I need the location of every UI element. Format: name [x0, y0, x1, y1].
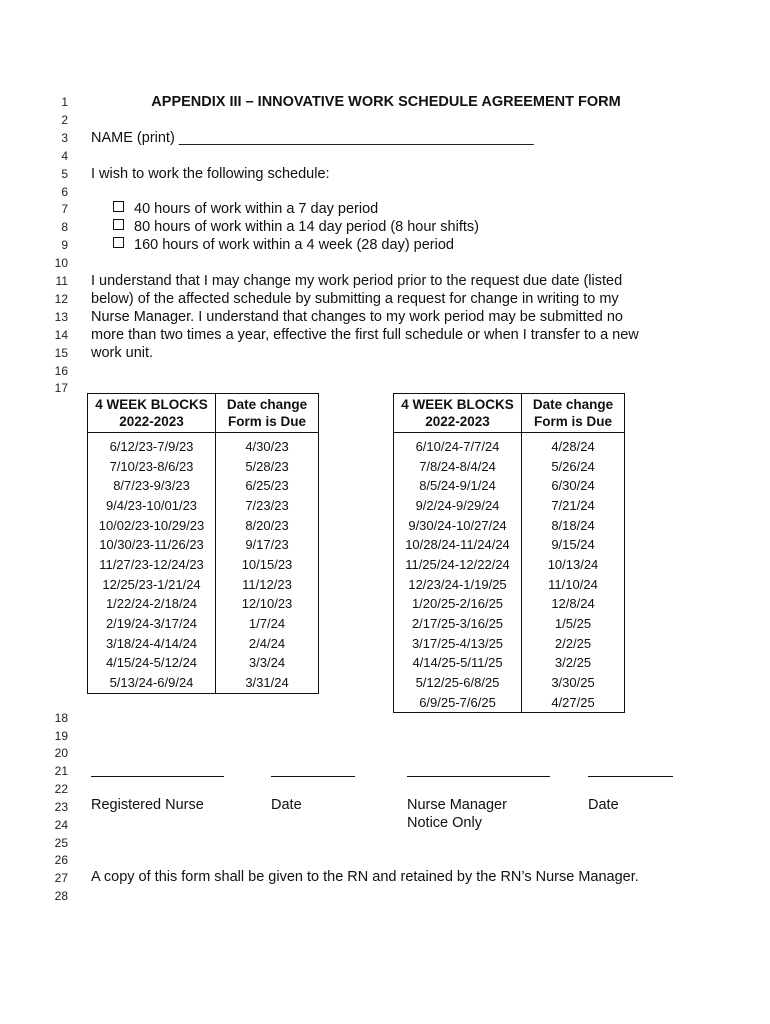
due-date-cell: 10/15/23 — [216, 555, 319, 575]
line-number: 9 — [61, 238, 68, 252]
block-range-cell: 9/2/24-9/29/24 — [394, 496, 522, 516]
table-row — [394, 693, 625, 713]
paragraph-line: Nurse Manager. I understand that changes to my work period may be submitted no — [91, 309, 623, 325]
line-number: 6 — [61, 185, 68, 199]
table-row — [394, 457, 625, 477]
schedule-intro: I wish to work the following schedule: — [91, 166, 330, 182]
block-range-cell: 3/17/25-4/13/25 — [394, 634, 522, 654]
line-number: 26 — [54, 853, 68, 867]
due-date-cell: 4/27/25 — [522, 693, 625, 713]
due-date-cell: 2/4/24 — [216, 634, 319, 654]
block-range-cell: 10/30/23-11/26/23 — [88, 535, 216, 555]
line-number: 2 — [61, 113, 68, 127]
line-number: 3 — [61, 131, 68, 145]
block-range-cell: 10/02/23-10/29/23 — [88, 516, 216, 536]
table-row — [88, 535, 319, 555]
due-date-cell: 3/3/24 — [216, 653, 319, 673]
due-date-cell: 7/21/24 — [522, 496, 625, 516]
checkbox-80-hours[interactable] — [113, 219, 124, 230]
paragraph-line: I understand that I may change my work period prior to the request due date (listed — [91, 273, 623, 289]
due-date-cell: 3/2/25 — [522, 653, 625, 673]
block-range-cell: 7/8/24-8/4/24 — [394, 457, 522, 477]
table-row — [394, 496, 625, 516]
header-4-week-blocks: 4 WEEK BLOCKS 2022-2023 — [88, 394, 216, 433]
table-row — [88, 614, 319, 634]
table-row — [88, 634, 319, 654]
option-label: 160 hours of work within a 4 week (28 day) period — [134, 237, 454, 253]
table-row — [394, 594, 625, 614]
line-number: 20 — [54, 746, 68, 760]
due-date-cell: 6/25/23 — [216, 476, 319, 496]
due-date-cell: 4/30/23 — [216, 433, 319, 457]
table-row — [394, 653, 625, 673]
paragraph-line: below) of the affected schedule by submitting a request for change in writing to my — [91, 291, 619, 307]
due-date-cell: 7/23/23 — [216, 496, 319, 516]
due-date-cell: 11/12/23 — [216, 575, 319, 595]
table-row — [88, 516, 319, 536]
table-row — [88, 433, 319, 457]
block-range-cell: 4/15/24-5/12/24 — [88, 653, 216, 673]
block-range-cell: 1/20/25-2/16/25 — [394, 594, 522, 614]
table-row — [88, 673, 319, 693]
line-number: 19 — [54, 729, 68, 743]
due-date-cell: 4/28/24 — [522, 433, 625, 457]
block-range-cell: 8/5/24-9/1/24 — [394, 476, 522, 496]
header-4-week-blocks: 4 WEEK BLOCKS 2022-2023 — [394, 394, 522, 433]
block-range-cell: 6/10/24-7/7/24 — [394, 433, 522, 457]
header-date-change-due: Date change Form is Due — [216, 394, 319, 433]
option-40-hours[interactable] — [113, 201, 378, 217]
due-date-cell: 12/8/24 — [522, 594, 625, 614]
registered-nurse-label: Registered Nurse — [91, 797, 204, 813]
line-number: 10 — [54, 256, 68, 270]
due-date-cell: 9/15/24 — [522, 535, 625, 555]
table-row — [88, 496, 319, 516]
table-row — [394, 555, 625, 575]
table-row — [88, 457, 319, 477]
line-number: 8 — [61, 220, 68, 234]
block-range-cell: 12/23/24-1/19/25 — [394, 575, 522, 595]
table-row — [88, 476, 319, 496]
line-number: 11 — [55, 274, 68, 288]
block-range-cell: 5/13/24-6/9/24 — [88, 673, 216, 693]
option-80-hours[interactable] — [113, 219, 479, 235]
block-range-cell: 2/17/25-3/16/25 — [394, 614, 522, 634]
manager-date-label: Date — [588, 797, 619, 813]
line-number: 12 — [54, 292, 68, 306]
table-row — [394, 476, 625, 496]
block-range-cell: 4/14/25-5/11/25 — [394, 653, 522, 673]
table-row — [394, 614, 625, 634]
block-range-cell: 11/27/23-12/24/23 — [88, 555, 216, 575]
nurse-manager-label: Nurse Manager — [407, 797, 507, 813]
checkbox-40-hours[interactable] — [113, 201, 124, 212]
table-row — [88, 653, 319, 673]
table-row — [88, 575, 319, 595]
line-number: 4 — [61, 149, 68, 163]
table-row — [394, 433, 625, 457]
table-row — [394, 634, 625, 654]
line-number: 1 — [61, 95, 68, 109]
line-number: 15 — [54, 346, 68, 360]
checkbox-160-hours[interactable] — [113, 237, 124, 248]
line-number: 25 — [54, 836, 68, 850]
table-row — [88, 594, 319, 614]
option-label: 80 hours of work within a 14 day period (8 hour shifts) — [134, 219, 479, 235]
table-row — [394, 535, 625, 555]
option-label: 40 hours of work within a 7 day period — [134, 201, 379, 217]
option-160-hours[interactable] — [113, 237, 454, 253]
form-title: APPENDIX III – INNOVATIVE WORK SCHEDULE AGREEMENT FORM — [151, 94, 621, 110]
line-number: 13 — [54, 310, 68, 324]
due-date-cell: 5/26/24 — [522, 457, 625, 477]
due-date-cell: 11/10/24 — [522, 575, 625, 595]
line-number: 18 — [54, 711, 68, 725]
schedule-table-left — [87, 393, 319, 694]
line-number: 23 — [54, 800, 68, 814]
block-range-cell: 8/7/23-9/3/23 — [88, 476, 216, 496]
due-date-cell: 1/7/24 — [216, 614, 319, 634]
block-range-cell: 3/18/24-4/14/24 — [88, 634, 216, 654]
block-range-cell: 6/9/25-7/6/25 — [394, 693, 522, 713]
line-number: 16 — [54, 364, 68, 378]
block-range-cell: 11/25/24-12/22/24 — [394, 555, 522, 575]
block-range-cell: 1/22/24-2/18/24 — [88, 594, 216, 614]
rn-signature-line[interactable] — [91, 776, 224, 777]
line-number: 22 — [54, 782, 68, 796]
table-header-row — [394, 394, 625, 433]
due-date-cell: 8/18/24 — [522, 516, 625, 536]
table-header-row — [88, 394, 319, 433]
line-number: 7 — [61, 202, 68, 216]
due-date-cell: 10/13/24 — [522, 555, 625, 575]
block-range-cell: 2/19/24-3/17/24 — [88, 614, 216, 634]
block-range-cell: 9/30/24-10/27/24 — [394, 516, 522, 536]
due-date-cell: 12/10/23 — [216, 594, 319, 614]
block-range-cell: 7/10/23-8/6/23 — [88, 457, 216, 477]
footer-note: A copy of this form shall be given to the RN and retained by the RN’s Nurse Manager. — [91, 869, 639, 885]
block-range-cell: 6/12/23-7/9/23 — [88, 433, 216, 457]
rn-date-line[interactable] — [271, 776, 355, 777]
due-date-cell: 3/31/24 — [216, 673, 319, 693]
schedule-table-right — [393, 393, 625, 713]
paragraph-line: work unit. — [91, 345, 154, 361]
block-range-cell: 12/25/23-1/21/24 — [88, 575, 216, 595]
line-number: 5 — [61, 167, 68, 181]
due-date-cell: 9/17/23 — [216, 535, 319, 555]
table-row — [394, 673, 625, 693]
line-number: 17 — [54, 381, 68, 395]
paragraph-line: more than two times a year, effective the first full schedule or when I transfer to a new — [91, 327, 639, 343]
due-date-cell: 5/28/23 — [216, 457, 319, 477]
line-number: 28 — [54, 889, 68, 903]
line-number: 24 — [54, 818, 68, 832]
table-row — [394, 575, 625, 595]
table-row — [394, 516, 625, 536]
name-print-field[interactable]: NAME (print) ____________________________________________ — [91, 130, 534, 146]
line-number: 14 — [54, 328, 68, 342]
line-number: 21 — [54, 764, 68, 778]
due-date-cell: 2/2/25 — [522, 634, 625, 654]
due-date-cell: 8/20/23 — [216, 516, 319, 536]
due-date-cell: 3/30/25 — [522, 673, 625, 693]
due-date-cell: 6/30/24 — [522, 476, 625, 496]
block-range-cell: 5/12/25-6/8/25 — [394, 673, 522, 693]
due-date-cell: 1/5/25 — [522, 614, 625, 634]
manager-date-line[interactable] — [588, 776, 673, 777]
block-range-cell: 9/4/23-10/01/23 — [88, 496, 216, 516]
line-number: 27 — [54, 871, 68, 885]
header-date-change-due: Date change Form is Due — [522, 394, 625, 433]
block-range-cell: 10/28/24-11/24/24 — [394, 535, 522, 555]
rn-date-label: Date — [271, 797, 302, 813]
manager-signature-line[interactable] — [407, 776, 550, 777]
notice-only-label: Notice Only — [407, 815, 482, 831]
table-row — [88, 555, 319, 575]
